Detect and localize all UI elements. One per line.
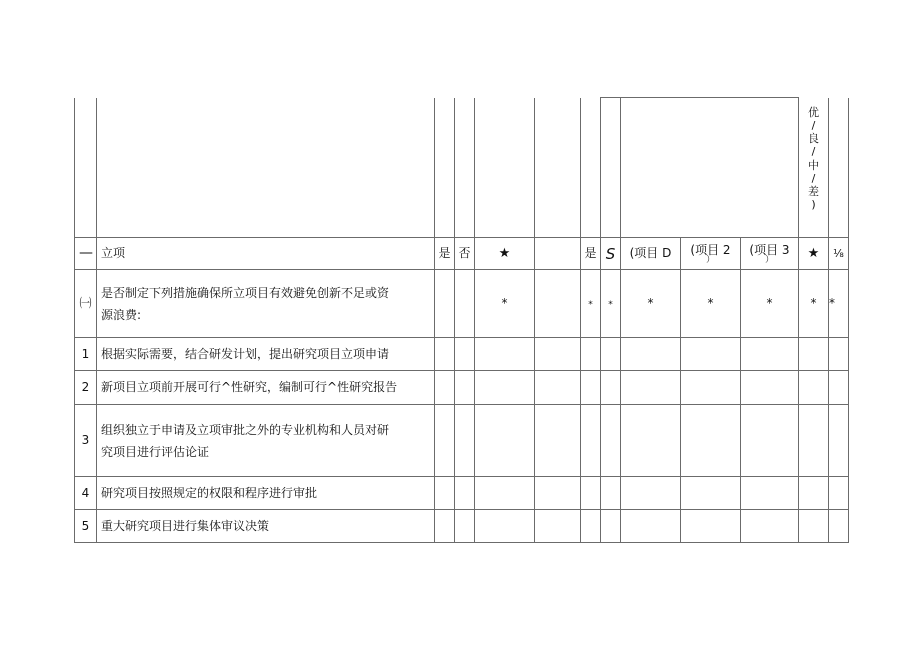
header-cell-grade [799, 98, 829, 238]
col-project1-label: (项目 D [621, 238, 681, 270]
header-cell-yes1 [435, 98, 455, 238]
table-row [75, 338, 849, 371]
header-cell-number [75, 98, 97, 238]
grade-close: ) [811, 198, 816, 212]
col-blank [535, 238, 581, 270]
section-number: — [75, 238, 97, 270]
col-yes2-label: 是 [581, 238, 601, 270]
col-yes-label: 是 [435, 238, 455, 270]
item-text: 组织独立于申请及立项审批之外的专业机构和人员对研 究项目进行评估论证 [97, 405, 435, 477]
group-project1-mark: * [621, 270, 681, 338]
section-title: 立项 [97, 238, 435, 270]
header-cell-last [829, 98, 849, 238]
col-frac-label: ⅛ [829, 238, 849, 270]
grade-scale-label [799, 98, 828, 216]
header-cell-content [97, 98, 435, 238]
header-row [75, 98, 849, 238]
group-blank [535, 270, 581, 338]
item-text: 根据实际需要，结合研发计划，提出研究项目立项申请 [97, 338, 435, 371]
grade-fair: 中 [808, 158, 819, 172]
col-s-label: S [601, 238, 621, 270]
grade-sep: / [811, 118, 816, 132]
col-star-label: ★ [475, 238, 535, 270]
header-cell-blank [535, 98, 581, 238]
table-row [75, 405, 849, 477]
group-star2-mark: * [799, 270, 829, 338]
grade-good: 良 [808, 132, 819, 145]
header-cell-projects [621, 98, 799, 238]
item-number: 3 [75, 405, 97, 477]
evaluation-table [74, 97, 849, 543]
grade-sep: / [811, 145, 816, 159]
section-row [75, 238, 849, 270]
item-number: 1 [75, 338, 97, 371]
group-number: ㈠ [75, 270, 97, 338]
grade-sep: / [811, 171, 816, 185]
header-cell-yes2 [581, 98, 601, 238]
col-project3-label: (项目 3 ） [741, 238, 799, 270]
group-frac-mark: * [829, 270, 849, 338]
table-row [75, 371, 849, 405]
header-cell-s [601, 98, 621, 238]
grade-poor: 差 [808, 185, 819, 198]
group-row [75, 270, 849, 338]
item-text: 重大研究项目进行集体审议决策 [97, 510, 435, 543]
col-no-label: 否 [455, 238, 475, 270]
header-cell-star1 [475, 98, 535, 238]
table-row [75, 477, 849, 510]
group-project2-mark: * [681, 270, 741, 338]
grade-excellent: 优 [808, 105, 819, 119]
item-number: 5 [75, 510, 97, 543]
item-number: 4 [75, 477, 97, 510]
group-yes2-mark: * [581, 270, 601, 338]
col-star2-label: ★ [799, 238, 829, 270]
item-number: 2 [75, 371, 97, 405]
group-no1 [455, 270, 475, 338]
group-s-mark: * [601, 270, 621, 338]
col-project2-label: (项目 2 ） [681, 238, 741, 270]
item-text: 新项目立项前开展可行^性研究，编制可行^性研究报告 [97, 371, 435, 405]
item-text: 研究项目按照规定的权限和程序进行审批 [97, 477, 435, 510]
table-row [75, 510, 849, 543]
group-yes1 [435, 270, 455, 338]
header-cell-no1 [455, 98, 475, 238]
group-text: 是否制定下列措施确保所立项目有效避免创新不足或资 源浪费: [97, 270, 435, 338]
group-star-mark: * [475, 270, 535, 338]
group-project3-mark: * [741, 270, 799, 338]
